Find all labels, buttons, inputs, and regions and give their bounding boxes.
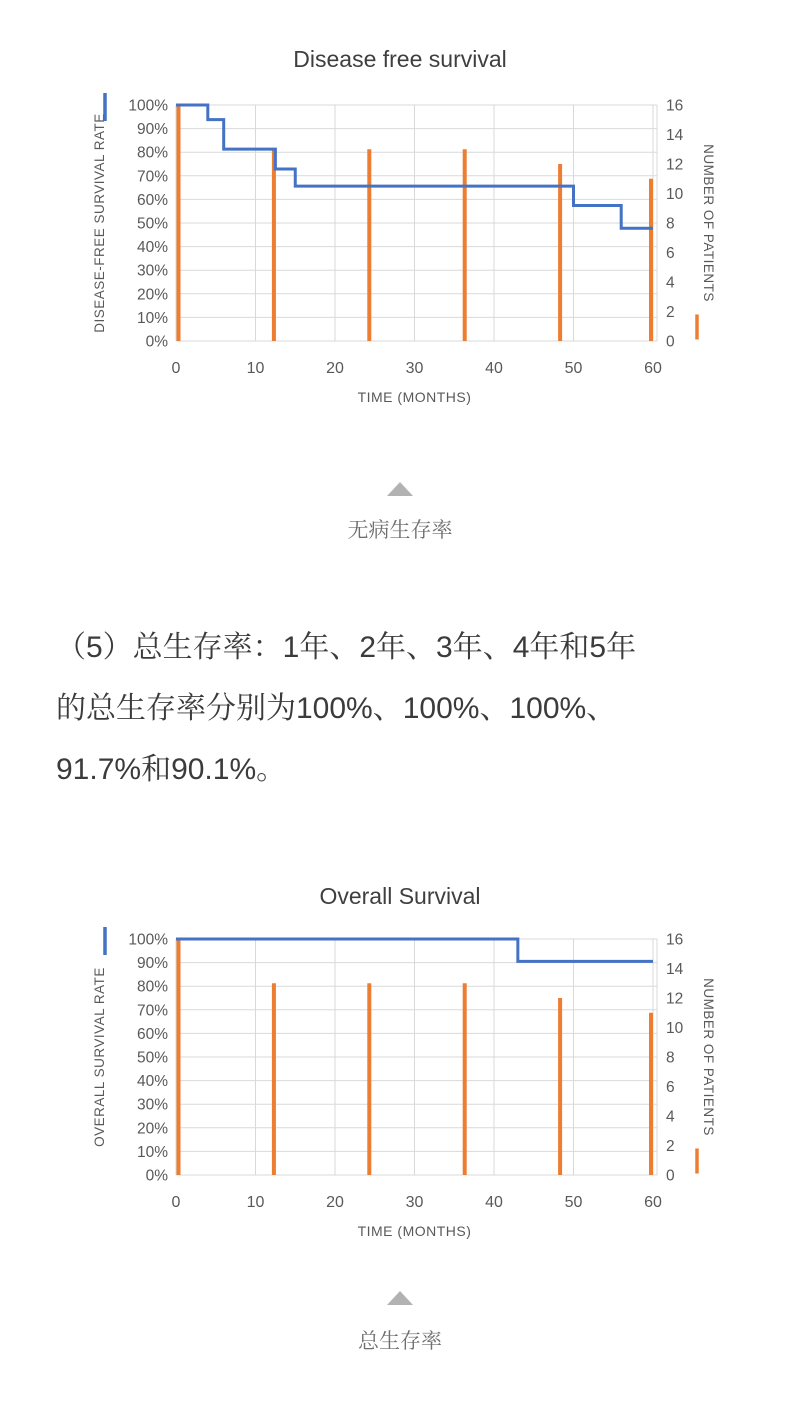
- x-tick-label: 20: [326, 360, 344, 377]
- y-right-tick-label: 16: [666, 931, 684, 949]
- y-left-axis-title: OVERALL SURVIVAL RATE: [92, 967, 107, 1147]
- x-tick-label: 40: [485, 1194, 503, 1211]
- y-left-tick-label: 70%: [136, 1002, 168, 1020]
- y-left-tick-label: 100%: [128, 931, 168, 949]
- y-right-tick-label: 0: [666, 333, 675, 351]
- x-tick-label: 0: [171, 1194, 181, 1211]
- x-tick-label: 60: [644, 360, 662, 377]
- patients-bar: [558, 998, 562, 1175]
- patients-bar: [177, 105, 181, 341]
- patients-bar: [558, 164, 562, 341]
- y-left-tick-label: 70%: [136, 168, 168, 186]
- patients-bar: [649, 179, 653, 341]
- y-right-tick-label: 6: [666, 1079, 675, 1096]
- y-left-tick-label: 20%: [136, 286, 168, 304]
- y-left-tick-label: 30%: [136, 1096, 168, 1114]
- os-figure-caption: 总生存率: [358, 1330, 442, 1353]
- dfs-figure-caption: 无病生存率: [347, 519, 453, 542]
- y-right-tick-label: 14: [666, 127, 684, 144]
- x-tick-label: 40: [485, 360, 503, 377]
- os-chart-title: Overall Survival: [319, 883, 481, 909]
- y-left-tick-label: 50%: [136, 215, 168, 233]
- y-left-tick-label: 0%: [145, 1167, 168, 1185]
- x-tick-label: 0: [171, 360, 181, 377]
- y-left-tick-label: 80%: [136, 144, 168, 162]
- x-tick-label: 50: [564, 1194, 583, 1211]
- y-right-tick-label: 6: [666, 245, 675, 262]
- y-left-tick-label: 60%: [136, 1025, 168, 1043]
- y-right-tick-label: 10: [666, 1020, 684, 1037]
- y-right-tick-label: 2: [666, 1138, 675, 1155]
- paragraph-line: （5）总生存率：1年、2年、3年、4年和5年: [56, 631, 637, 664]
- caption-triangle-icon: [387, 1291, 413, 1305]
- y-left-axis-title: DISEASE-FREE SURVIVAL RATE: [92, 113, 107, 333]
- y-right-tick-label: 12: [666, 990, 684, 1008]
- y-left-tick-label: 30%: [136, 262, 168, 280]
- x-axis-title: TIME (MONTHS): [357, 1223, 472, 1239]
- paragraph-line: 91.7%和90.1%。: [56, 753, 287, 786]
- y-right-axis-title: NUMBER OF PATIENTS: [701, 144, 716, 302]
- y-left-tick-label: 50%: [136, 1049, 168, 1067]
- y-left-tick-label: 0%: [145, 333, 168, 351]
- x-tick-label: 10: [246, 360, 265, 377]
- y-left-tick-label: 40%: [136, 239, 168, 257]
- y-left-tick-label: 100%: [128, 97, 168, 115]
- x-tick-label: 50: [564, 360, 583, 377]
- y-left-tick-label: 60%: [136, 191, 168, 209]
- y-left-tick-label: 90%: [136, 121, 168, 139]
- y-right-tick-label: 0: [666, 1167, 675, 1185]
- y-left-tick-label: 40%: [136, 1073, 168, 1091]
- y-right-tick-label: 4: [666, 274, 675, 292]
- x-tick-label: 30: [405, 360, 424, 377]
- y-left-tick-label: 90%: [136, 955, 168, 973]
- x-tick-label: 10: [246, 1194, 265, 1211]
- patients-bar: [649, 1013, 653, 1175]
- y-right-axis-title: NUMBER OF PATIENTS: [701, 978, 716, 1136]
- y-right-tick-label: 10: [666, 186, 684, 203]
- paragraph-line: 的总生存率分别为100%、100%、100%、: [56, 692, 617, 725]
- patients-bar: [463, 983, 467, 1175]
- x-tick-label: 30: [405, 1194, 424, 1211]
- dfs-chart-title: Disease free survival: [293, 46, 507, 72]
- y-left-tick-label: 80%: [136, 978, 168, 996]
- y-right-tick-label: 8: [666, 215, 675, 233]
- dfs-chart-plot: [0, 85, 800, 420]
- y-right-tick-label: 2: [666, 304, 675, 321]
- patients-bar: [367, 149, 371, 341]
- overall-survival-paragraph: [56, 617, 766, 800]
- patients-bar: [177, 939, 181, 1175]
- y-left-tick-label: 20%: [136, 1120, 168, 1138]
- x-axis-title: TIME (MONTHS): [357, 389, 472, 405]
- patients-bar: [367, 983, 371, 1175]
- os-chart-plot: [0, 919, 800, 1254]
- patients-bar: [463, 149, 467, 341]
- y-right-tick-label: 16: [666, 97, 684, 115]
- y-right-tick-label: 12: [666, 156, 684, 174]
- y-right-tick-label: 14: [666, 961, 684, 978]
- y-left-tick-label: 10%: [136, 309, 168, 327]
- patients-bar: [272, 149, 276, 341]
- x-tick-label: 20: [326, 1194, 344, 1211]
- x-tick-label: 60: [644, 1194, 662, 1211]
- y-left-tick-label: 10%: [136, 1143, 168, 1161]
- patients-bar: [272, 983, 276, 1175]
- caption-triangle-icon: [387, 482, 413, 496]
- y-right-tick-label: 8: [666, 1049, 675, 1067]
- y-right-tick-label: 4: [666, 1108, 675, 1126]
